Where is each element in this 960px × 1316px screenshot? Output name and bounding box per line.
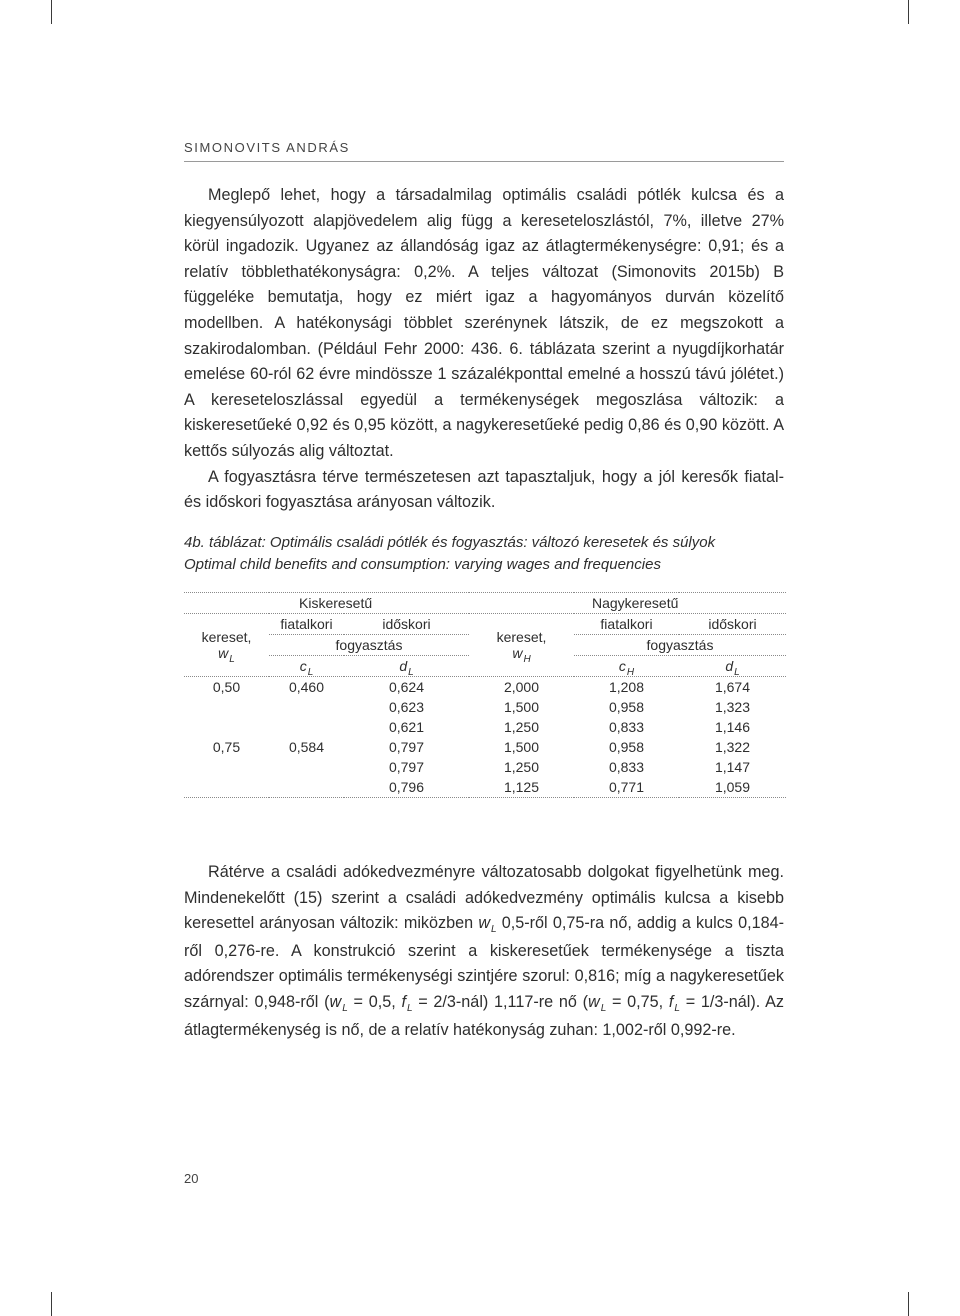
wage-low-header: kereset, $w_L$ bbox=[184, 614, 269, 677]
table-cell bbox=[184, 757, 269, 777]
table-cell: 0,460 bbox=[269, 677, 344, 698]
table-cell bbox=[269, 757, 344, 777]
table-cell bbox=[269, 717, 344, 737]
table-title-hu: táblázat: Optimális családi pótlék és fogyasztás: változó keresetek és súlyok bbox=[209, 534, 716, 551]
table-cell: 1,125 bbox=[469, 777, 574, 798]
table-cell: 1,250 bbox=[503, 759, 540, 775]
table-cell: 0,796 bbox=[344, 777, 469, 798]
crop-mark-bottom-left bbox=[51, 1292, 52, 1316]
table-cell: 1,323 bbox=[714, 699, 751, 715]
table-cell: 0,584 bbox=[288, 739, 325, 755]
table-cell: 1,500 bbox=[503, 699, 540, 715]
crop-mark-bottom-right bbox=[908, 1292, 909, 1316]
symbol-dL: $d_L$ bbox=[344, 656, 469, 677]
body-text-bottom bbox=[184, 860, 784, 1043]
table-cell: 1,208 bbox=[574, 677, 679, 698]
symbol-cH: $c_H$ bbox=[574, 656, 679, 677]
table-cell: 1,674 bbox=[679, 677, 786, 698]
symbol-dL-high: $d_L$ bbox=[679, 656, 786, 677]
table-cell: 0,833 bbox=[608, 759, 645, 775]
table-cell: 1,147 bbox=[714, 759, 751, 775]
table-cell: 2,000 bbox=[469, 677, 574, 698]
table-cell: 1,500 bbox=[503, 739, 540, 755]
col-young-low: fiatalkori bbox=[269, 614, 344, 635]
col-old-high: időskori bbox=[679, 614, 786, 635]
table-cell: 0,75 bbox=[212, 739, 241, 755]
table-cell: 1,146 bbox=[714, 719, 751, 735]
page-number: 20 bbox=[184, 1171, 199, 1186]
col-old-low: időskori bbox=[344, 614, 469, 635]
table-body bbox=[184, 677, 786, 798]
table-caption bbox=[184, 532, 804, 554]
consumption-low: fogyasztás bbox=[269, 635, 469, 656]
table-cell: 0,623 bbox=[388, 699, 425, 715]
table-row bbox=[184, 697, 786, 717]
table-cell: 0,50 bbox=[184, 677, 269, 698]
table-row bbox=[184, 777, 786, 798]
crop-mark-top-left bbox=[51, 0, 52, 24]
table-number: 4b. bbox=[184, 534, 205, 551]
table-cell: 0,797 bbox=[388, 739, 425, 755]
crop-mark-top-right bbox=[908, 0, 909, 24]
table-cell bbox=[184, 777, 269, 798]
table-cell: 1,250 bbox=[503, 719, 540, 735]
symbol-cL: $c_L$ bbox=[269, 656, 344, 677]
wage-high-header: kereset, $w_H$ bbox=[469, 614, 574, 677]
body-text-top bbox=[184, 183, 784, 516]
table-row bbox=[184, 737, 786, 757]
running-head: SIMONOVITS ANDRÁS bbox=[184, 140, 350, 155]
consumption-high: fogyasztás bbox=[574, 635, 786, 656]
col-young-high: fiatalkori bbox=[574, 614, 679, 635]
table-cell: 0,797 bbox=[388, 759, 425, 775]
header-rule bbox=[184, 161, 784, 162]
paragraph: Rátérve a családi adókedvezményre változatosabb dolgokat figyelhetünk meg. Mindenekelőtt (15) szerint a családi adókedvezmény optimális kulcsa a kisebb keresettel arányosan változik: miközben $w_L$ 0,5-ről 0,75-ra nő, addig a kulcs 0,184-ről 0,276-re. A konstrukció szerint a kiskeresetűek termékenysége a tiszta adórendszer optimális termékenységi szintjére szorul: 0,816; míg a nagykeresetűek szárnyal: 0,948-ről ($w_L = 0,5$, $f_L$ = 2/3-nál) 1,117-re nő ($w_L = 0,75$, $f_L$ = 1/3-nál). Az átlagtermékenység is nő, de a relatív hatékonyság zuhan: 1,002-ről 0,992-re. bbox=[184, 863, 784, 1039]
table-cell: 1,059 bbox=[679, 777, 786, 798]
table-cell: 0,958 bbox=[608, 739, 645, 755]
table-cell bbox=[269, 697, 344, 717]
table-cell bbox=[184, 697, 269, 717]
paragraph: Meglepő lehet, hogy a társadalmilag optimális családi pótlék kulcsa és a kiegyensúlyozott alapjövedelem alig függ a kereseteloszlástól, 7%, illetve 27% körül ingadozik. Ugyanez az állandóság igaz az átlagtermékenységre: 0,91; és a relatív többlethatékonyságra: 0,2%. A teljes változat (Simonovits 2015b) B függeléke bemutatja, hogy ez miért igaz a hagyományos durván közelítő modellben. A hatékonysági többlet szerénynek látszik, de ez megszokott a szakirodalomban. (Például Fehr 2000: 436. 6. táblázata szerint a nyugdíjkorhatár emelése 60-ról 62 évre mindössze 1 százalékponttal emelné a hosszú távú jólétet.) A kereseteloszlással egyedül a termékenységek megoszlása változik: a kiskeresetűeké 0,92 és 0,95 között, a nagykeresetűeké pedig 0,86 és 0,90 között. A kettős súlyozás alig változtat. bbox=[184, 186, 784, 460]
table-cell: 0,958 bbox=[608, 699, 645, 715]
table-cell bbox=[269, 777, 344, 798]
table-cell: 0,624 bbox=[344, 677, 469, 698]
table-cell: 1,322 bbox=[714, 739, 751, 755]
table-row bbox=[184, 717, 786, 737]
table-cell: 0,621 bbox=[388, 719, 425, 735]
table-row bbox=[184, 677, 786, 698]
group-header-low: Kiskeresetű bbox=[269, 593, 469, 614]
table-row bbox=[184, 757, 786, 777]
table-title-en: Optimal child benefits and consumption: varying wages and frequencies bbox=[184, 556, 661, 573]
table-cell: 0,833 bbox=[608, 719, 645, 735]
paragraph: A fogyasztásra térve természetesen azt tapasztaljuk, hogy a jól keresők fiatal- és időskori fogyasztása arányosan változik. bbox=[184, 467, 784, 512]
table-cell bbox=[184, 717, 269, 737]
table-cell: 0,771 bbox=[574, 777, 679, 798]
group-header-high: Nagykeresetű bbox=[574, 593, 786, 614]
data-table bbox=[184, 592, 786, 798]
